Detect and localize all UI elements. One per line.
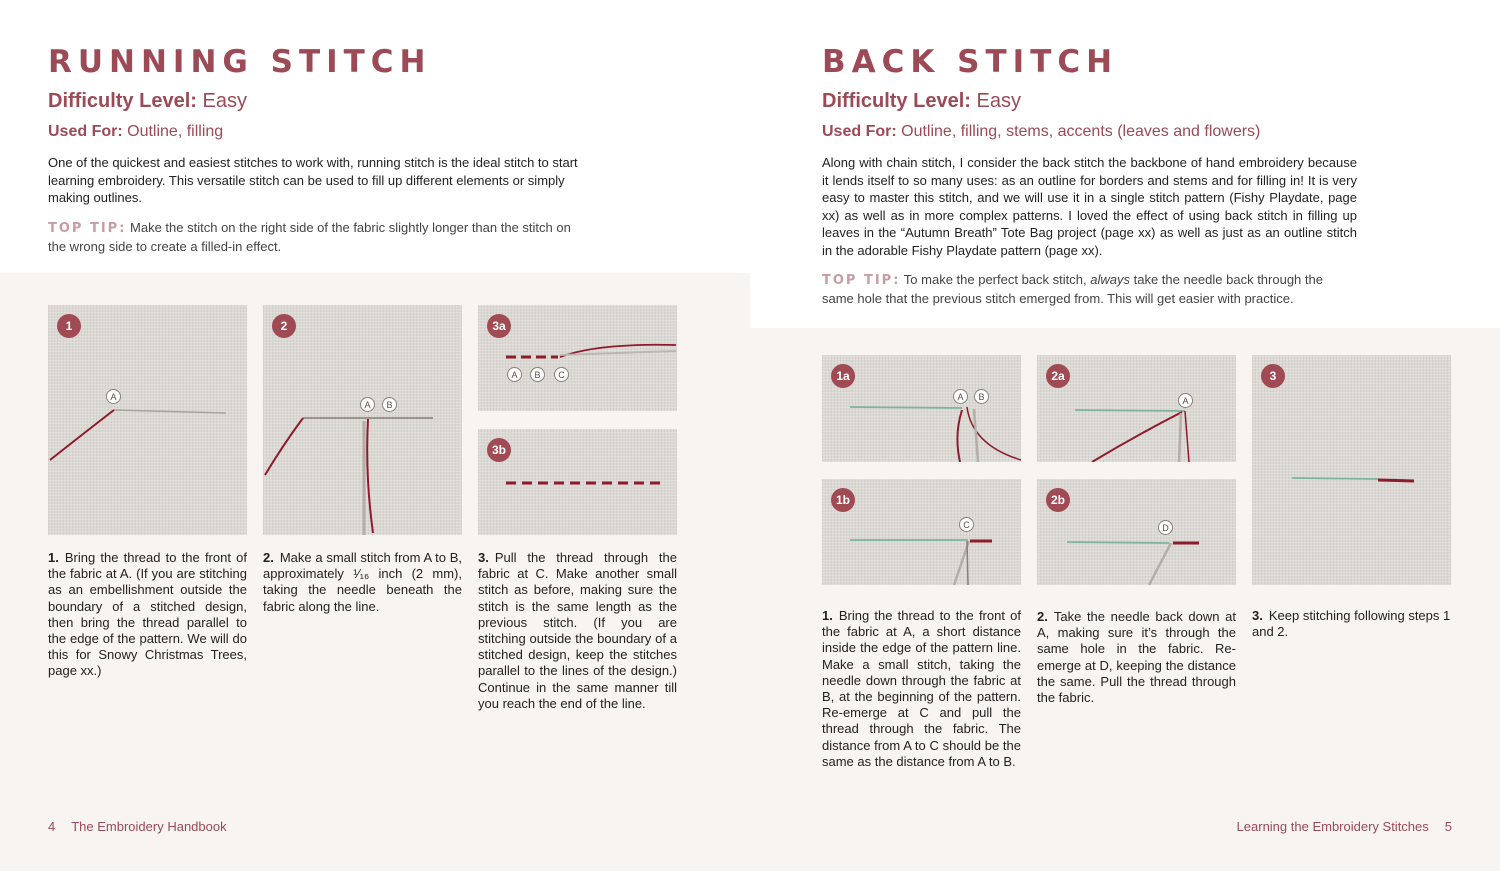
difficulty-label: Difficulty Level: [822,90,971,112]
running-step-2 [263,550,462,615]
running-step-3 [478,550,677,712]
badge-3b: 3b [487,438,511,462]
tip-text: Make the stitch on the right side of the fabric slightly longer than the stitch on the wrong side to create a filled-in effect. [48,220,571,254]
difficulty-label: Difficulty Level: [48,90,197,112]
photo-step-1a [822,355,1021,462]
tip-label: TOP TIP: [48,221,127,236]
difficulty-value: Easy [976,90,1021,112]
running-top-tip [48,219,588,255]
difficulty-value: Easy [202,90,247,112]
badge-2a: 2a [1046,364,1070,388]
back-stitch-title: BACK STITCH [822,44,1119,80]
marker-b: B [382,397,397,412]
photo-step-3 [1252,355,1451,585]
back-step-3 [1252,608,1451,640]
step-number: 1. [48,550,59,565]
badge-1b: 1b [831,488,855,512]
badge-1a: 1a [831,364,855,388]
tip-text-rest: take the needle back through the same hole that the previous stitch emerged from. This will get easier with practice. [822,272,1323,306]
photo-step-2b [1037,479,1236,585]
photo-step-3-drawing [1252,355,1451,585]
marker-a: A [1178,393,1193,408]
step-number: 3. [1252,608,1263,623]
right-footer [1237,819,1452,834]
marker-a: A [106,389,121,404]
marker-a: A [507,367,522,382]
running-intro: One of the quickest and easiest stitches to work with, running stitch is the ideal stitch to start learning embroidery. This versatile stitch can be used to fill up different elements or simply making outlines. [48,155,578,205]
photo-step-2 [263,305,462,535]
back-intro: Along with chain stitch, I consider the back stitch the backbone of hand embroidery because it lends itself to so many uses: as an outline for borders and stems and for filling in! It is very easy to master this stitch, and we will use it in a single stitch pattern (Fishy Playdate, page xx) as well as in more complex patterns. I loved the effect of using back stitch in filling up leaves in the “Autumn Breath” Tote Bag project (page xx) as well as just as an outline stitch in the adorable Fishy Playdate pattern (page xx). [822,155,1357,258]
marker-c: C [554,367,569,382]
book-title: The Embroidery Handbook [71,819,227,834]
step-text: Bring the thread to the front of the fabric at A, a short distance inside the edge of the pattern line. Make a small stitch, taking the needle down through the fabric at B, at the beginning of the pattern. Re-emerge at C and pull the thread through the fabric. The distance from A to C should be the same as the distance from A to B. [822,608,1021,769]
photo-step-1 [48,305,247,535]
running-difficulty [48,90,247,113]
running-stitch-title: RUNNING STITCH [48,44,432,80]
tip-text: To make the perfect back stitch, [903,272,1087,287]
used-for-value: Outline, filling [127,123,224,140]
step-text: Take the needle back down at A, making sure it’s through the same hole in the fabric. Re-emerge at D, keeping the distance the same. Pull the thread through the fabric. [1037,609,1236,706]
back-step-1 [822,608,1021,770]
used-for-value: Outline, filling, stems, accents (leaves and flowers) [901,123,1261,140]
marker-c: C [959,517,974,532]
tip-emphasis: always [1090,272,1130,287]
left-footer [48,819,227,834]
badge-2: 2 [272,314,296,338]
photo-step-1b [822,479,1021,585]
running-used-for [48,123,223,141]
photo-step-2a [1037,355,1236,462]
running-step-1 [48,550,247,680]
badge-3a: 3a [487,314,511,338]
step-text: Make a small stitch from A to B, approximately ¹⁄₁₆ inch (2 mm), taking the needle beneath the fabric along the line. [263,550,462,614]
badge-2b: 2b [1046,488,1070,512]
used-for-label: Used For: [48,123,123,140]
marker-b: B [974,389,989,404]
chapter-title: Learning the Embroidery Stitches [1236,819,1429,834]
photo-step-2-drawing [263,305,462,535]
step-text: Keep stitching following steps 1 and 2. [1252,608,1451,640]
step-number: 2. [263,550,274,565]
step-text: Pull the thread through the fabric at C. Make another small stitch as before, making sure the stitch is the same length as the previous stitch. (If you are stitching outside the boundary of a stitched design, keep the stitches parallel to the lines of the design.) Continue in the same manner till you reach the end of the line. [478,550,677,711]
tip-label: TOP TIP: [822,273,901,288]
marker-a: A [360,397,375,412]
photo-step-1-drawing [48,305,247,535]
step-number: 1. [822,608,833,623]
photo-step-3a [478,305,677,411]
photo-step-3b [478,429,677,535]
page-number: 4 [48,819,56,834]
badge-1: 1 [57,314,81,338]
marker-a: A [953,389,968,404]
step-number: 3. [478,550,489,565]
marker-b: B [530,367,545,382]
back-step-2 [1037,609,1236,706]
badge-3: 3 [1261,364,1285,388]
back-used-for [822,123,1260,141]
used-for-label: Used For: [822,123,897,140]
step-text: Bring the thread to the front of the fabric at A. (If you are stitching as an embellishment outside the boundary of a stitched design, then bring the thread parallel to the edge of the pattern. We will do this for Snowy Christmas Trees, page xx.) [48,550,247,679]
marker-d: D [1158,520,1173,535]
step-number: 2. [1037,609,1048,624]
back-top-tip [822,271,1357,307]
page-number: 5 [1444,819,1452,834]
back-difficulty [822,90,1021,113]
